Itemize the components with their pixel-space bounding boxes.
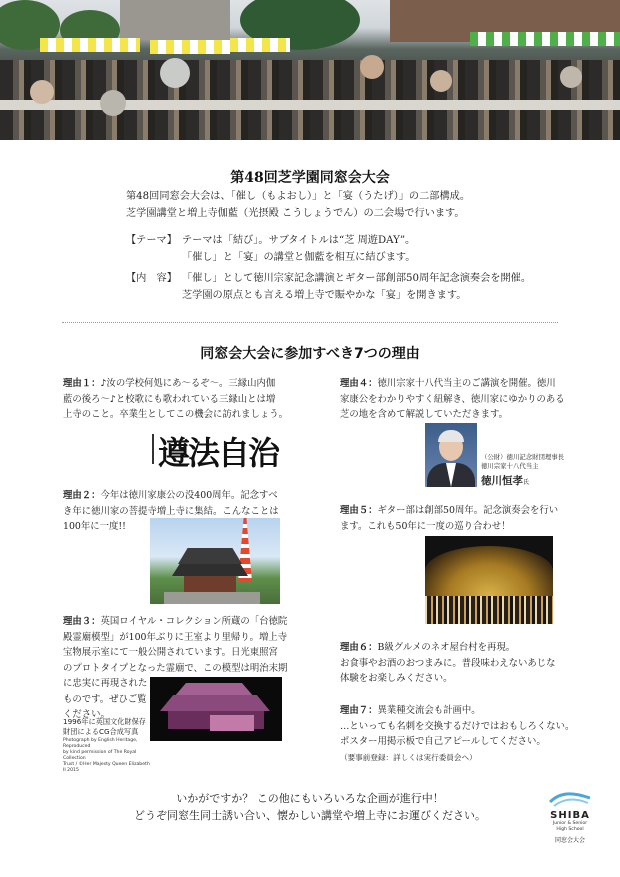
content-line: 「催し」として徳川宗家記念講演とギター部創部50周年記念演奏会を開催。 <box>182 273 532 284</box>
reason-6 <box>340 640 590 687</box>
reason-text: き年に徳川家の菩提寺増上寺に集結。こんなことは <box>63 505 279 517</box>
speaker-photo <box>425 423 477 487</box>
content-row <box>126 270 542 304</box>
speaker-suffix: 氏 <box>523 479 530 486</box>
logo-sub-line: Junior & Senior <box>552 821 588 826</box>
reason-text: のプロトタイプとなった霊廟で、この模型は明治末期 <box>63 662 288 674</box>
reason-text: お食事やお酒のおつまみに。普段味わえないあじな <box>340 657 556 669</box>
reasons-title: 同窓会大会に参加すべき7つの理由 <box>200 346 420 362</box>
content-line: 芝学園の原点とも言える増上寺で賑やかな「宴」を開きます。 <box>182 290 467 301</box>
reason-1 <box>63 376 313 423</box>
reason-text: 100年に一度!! <box>63 521 126 532</box>
speaker-title-line: 徳川宗家十八代当主 <box>481 462 539 470</box>
reason-note: （要事前登録：詳しくは実行委員会へ） <box>340 752 477 762</box>
reason-lead: 理由２： <box>63 490 101 501</box>
reason-lead: 理由１： <box>63 378 101 389</box>
school-logo <box>540 790 600 862</box>
reason-text: に忠実に再現された <box>63 678 148 689</box>
reason-text: 徳川宗家十八代当主のご講演を開催。徳川 <box>377 378 556 389</box>
reason-text: 今年は徳川家康公の没400周年。記念すべ <box>100 490 278 501</box>
reason-text: 上寺のこと。卒業生としてこの機会に訪れましょう。 <box>63 409 289 420</box>
calligraphy-image <box>158 428 278 480</box>
header-photo <box>0 0 620 140</box>
logo-sub <box>540 821 600 832</box>
reason-5 <box>340 503 590 534</box>
credit-line: Photograph by English Heritage, Reproduced <box>63 738 138 749</box>
reason-text: 芝の地を含めて解説していただきます。 <box>340 409 509 420</box>
reason-text: …といっても名刺を交換するだけではおもしろくない。 <box>340 720 575 732</box>
speaker-name-text: 徳川恒孝 <box>481 475 523 487</box>
credit-line: Trust / ©Her Majesty Queen Elizabeth II 2015 <box>63 762 150 773</box>
reason-text: ます。これも50年に一度の巡り合わせ！ <box>340 520 511 532</box>
logo-org: 同窓会大会 <box>554 837 585 844</box>
speaker-title-line: （公財）徳川記念財団理事長 <box>481 453 565 461</box>
guitar-concert-photo <box>425 536 553 624</box>
theme-row <box>126 232 542 266</box>
reason-text: 体験をお楽しみください。 <box>340 673 453 684</box>
dotted-divider <box>62 322 558 323</box>
reason-text: B級グルメのネオ屋台村を再現。 <box>377 642 516 653</box>
event-title: 第48回芝学園同窓会大会 <box>230 170 390 186</box>
intro-line: 第48回同窓会大会は、「催し（もよおし）」と「宴（うたげ）」の二部構成。 <box>126 191 471 202</box>
mausoleum-model-photo <box>150 677 282 741</box>
reason-text: ください。 <box>63 709 110 720</box>
reason-7 <box>340 703 590 765</box>
speaker-title <box>481 453 564 471</box>
calligraphy-seal <box>152 434 160 464</box>
reason-text: ギター部は創部50周年。記念演奏会を行い <box>377 505 559 516</box>
reason-lead: 理由６： <box>340 642 378 653</box>
reason-text: ものです。ぜひご覧 <box>63 693 147 705</box>
reason-lead: 理由３： <box>63 616 101 627</box>
wave-logo-icon <box>548 790 592 808</box>
model-credit <box>63 738 153 774</box>
reason-text: 宝物展示室にて一般公開されています。日光東照宮 <box>63 647 278 658</box>
reason-text: ポスター用掲示板で自己アピールしてください。 <box>340 736 546 747</box>
temple-photo <box>150 518 280 604</box>
model-caption <box>63 717 153 737</box>
credit-line: by kind permission of The Royal Collection <box>63 750 137 761</box>
calligraphy-text: 遵法自治 <box>158 434 279 472</box>
caption-line: 財団によるCG合成写真 <box>63 727 139 736</box>
speaker-name <box>481 473 529 488</box>
logo-sub-line: High School <box>556 826 584 832</box>
event-intro <box>126 188 526 222</box>
theme-line: 「催し」と「宴」の講堂と伽藍を相互に結びます。 <box>182 252 416 263</box>
closing-line-1: いかがですか？ この他にもいろいろな企画が進行中！ <box>176 792 444 805</box>
reason-text: 家康公をわかりやすく紐解き、徳川家にゆかりのある <box>340 393 565 405</box>
theme-line: テーマは「結び」。サブタイトルは“芝 周遊DAY”。 <box>182 235 416 246</box>
caption-line: 1996年に英国文化財保存 <box>63 717 146 726</box>
reason-text: 殿霊廟模型」が100年ぶりに王室より里帰り。増上寺 <box>63 631 288 643</box>
logo-name: SHIBA <box>550 810 590 821</box>
reason-text: 藍の後ろ〜♪と校歌にも歌われている三縁山とは増 <box>63 393 276 405</box>
reason-text: ♪汝の学校何処にあ〜るぞ〜。三縁山内伽 <box>100 378 276 389</box>
reason-text: 異業種交流会も計画中。 <box>377 705 481 716</box>
reason-4 <box>340 376 590 423</box>
intro-line: 芝学園講堂と増上寺伽藍（光摂殿 こうしょうでん）の二会場で行います。 <box>126 208 465 219</box>
content-label: 【内 容】 <box>126 273 177 284</box>
reason-lead: 理由４： <box>340 378 378 389</box>
closing-line-2: どうぞ同窓生同士誘い合い、懐かしい講堂や増上寺にお運びください。 <box>134 809 486 822</box>
reason-lead: 理由５： <box>340 505 378 516</box>
theme-label: 【テーマ】 <box>126 235 177 246</box>
reason-text: 英国ロイヤル・コレクション所蔵の「台徳院 <box>100 616 288 627</box>
reason-lead: 理由７： <box>340 705 378 716</box>
